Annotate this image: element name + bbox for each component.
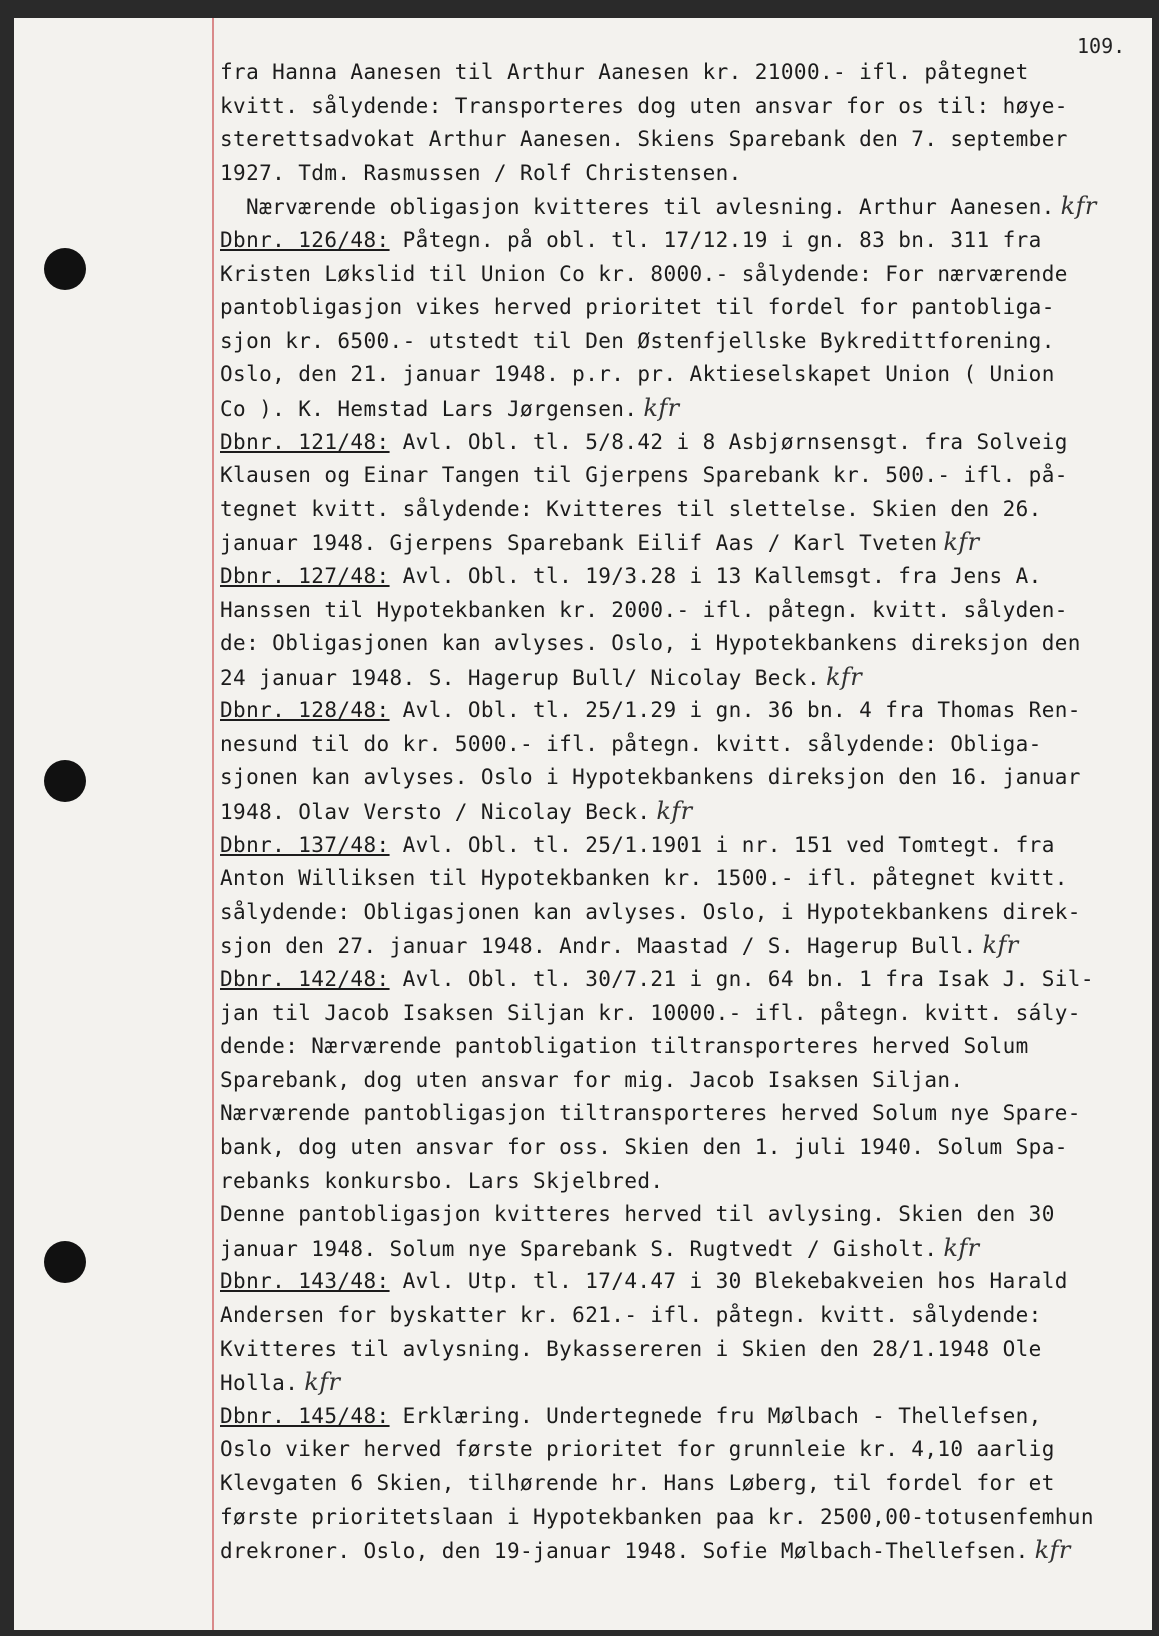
entry-line-start — [220, 1400, 1145, 1434]
entry-reference: Dbnr. 128/48: — [220, 698, 390, 723]
entry-reference: Dbnr. 127/48: — [220, 563, 390, 588]
line-text: Avl. Obl. tl. 5/8.42 i 8 Asbjørnsensgt. fra Solveig — [389, 429, 1068, 454]
text-line — [220, 1198, 1145, 1232]
entry-reference: Dbnr. 143/48: — [220, 1269, 390, 1294]
line-text: nesund til do kr. 5000.- ifl. påtegn. kvitt. sålydende: Obliga- — [220, 731, 1042, 756]
line-text: Avl. Utp. tl. 17/4.47 i 30 Blekebakveien hos Harald — [389, 1269, 1068, 1294]
line-text: Sparebank, dog uten ansvar for mig. Jacob Isaksen Siljan. — [220, 1067, 964, 1092]
entries-text — [220, 56, 1145, 1568]
margin-rule — [212, 18, 214, 1630]
text-line — [220, 761, 1145, 795]
line-text: Holla. — [220, 1371, 299, 1396]
handwritten-initials: kfr — [943, 1233, 980, 1262]
text-line — [220, 1366, 1145, 1400]
text-line — [220, 392, 1145, 426]
entry-reference: Dbnr. 137/48: — [220, 832, 390, 857]
punch-hole — [44, 248, 86, 290]
handwritten-initials: kfr — [943, 528, 980, 557]
entry-reference: Dbnr. 126/48: — [220, 227, 390, 252]
text-line — [220, 190, 1145, 224]
line-text: de: Obligasjonen kan avlyses. Oslo, i Hypotekbankens direksjon den — [220, 631, 1081, 656]
entry-line-start — [220, 560, 1145, 594]
line-text: Avl. Obl. tl. 25/1.29 i gn. 36 bn. 4 fra Thomas Ren- — [389, 698, 1081, 723]
line-text: dende: Nærværende pantobligation tiltransporteres herved Solum — [220, 1034, 1029, 1059]
text-line — [220, 896, 1145, 930]
entry-reference: Dbnr. 142/48: — [220, 967, 390, 992]
line-text: 1927. Tdm. Rasmussen / Rolf Christensen. — [220, 160, 742, 185]
entry-line-start — [220, 829, 1145, 863]
line-text: Avl. Obl. tl. 25/1.1901 i nr. 151 ved Tomtegt. fra — [389, 832, 1055, 857]
text-line — [220, 795, 1145, 829]
handwritten-initials: kfr — [643, 393, 680, 422]
text-line — [220, 291, 1145, 325]
entry-line-start — [220, 963, 1145, 997]
entry-line-start — [220, 694, 1145, 728]
line-text: tegnet kvitt. sålydende: Kvitteres til slettelse. Skien den 26. — [220, 496, 1042, 521]
text-line — [220, 1131, 1145, 1165]
text-line — [220, 1333, 1145, 1367]
line-text: Hanssen til Hypotekbanken kr. 2000.- ifl. påtegn. kvitt. sålyden- — [220, 597, 1068, 622]
line-text: Anton Williksen til Hypotekbanken kr. 1500.- ifl. påtegnet kvitt. — [220, 866, 1068, 891]
line-text: Nærværende obligasjon kvitteres til avlesning. Arthur Aanesen. — [246, 195, 1055, 220]
text-line — [220, 258, 1145, 292]
text-line — [220, 1501, 1145, 1535]
line-text: Påtegn. på obl. tl. 17/12.19 i gn. 83 bn. 311 fra — [389, 227, 1042, 252]
line-text: sålydende: Obligasjonen kan avlyses. Oslo, i Hypotekbankens direk- — [220, 899, 1081, 924]
text-line — [220, 1467, 1145, 1501]
text-line — [220, 661, 1145, 695]
text-line — [220, 627, 1145, 661]
line-text: 24 januar 1948. S. Hagerup Bull/ Nicolay Beck. — [220, 665, 820, 690]
text-line — [220, 1534, 1145, 1568]
line-text: Kvitteres til avlysning. Bykassereren i Skien den 28/1.1948 Ole — [220, 1336, 1042, 1361]
line-text: januar 1948. Gjerpens Sparebank Eilif Aas / Karl Tveten — [220, 531, 938, 556]
handwritten-initials: kfr — [304, 1368, 341, 1397]
text-line — [220, 1232, 1145, 1266]
line-text: sjonen kan avlyses. Oslo i Hypotekbankens direksjon den 16. januar — [220, 765, 1081, 790]
line-text: sjon den 27. januar 1948. Andr. Maastad / S. Hagerup Bull. — [220, 934, 977, 959]
entry-reference: Dbnr. 121/48: — [220, 429, 390, 454]
line-text: Avl. Obl. tl. 19/3.28 i 13 Kallemsgt. fra Jens A. — [389, 563, 1042, 588]
text-line — [220, 358, 1145, 392]
entry-line-start — [220, 224, 1145, 258]
text-line — [220, 1165, 1145, 1199]
line-text: Andersen for byskatter kr. 621.- ifl. påtegn. kvitt. sålydende: — [220, 1302, 1042, 1327]
text-line — [220, 997, 1145, 1031]
text-line — [220, 123, 1145, 157]
punch-hole — [44, 760, 86, 802]
text-line — [220, 526, 1145, 560]
text-line — [220, 929, 1145, 963]
text-line — [220, 594, 1145, 628]
line-text: kvitt. sålydende: Transporteres dog uten ansvar for os til: høye- — [220, 93, 1068, 118]
text-line — [220, 325, 1145, 359]
text-line — [220, 56, 1145, 90]
line-text: Oslo, den 21. januar 1948. p.r. pr. Aktieselskapet Union ( Union — [220, 362, 1055, 387]
handwritten-initials: kfr — [1060, 192, 1097, 221]
line-text: januar 1948. Solum nye Sparebank S. Rugtvedt / Gisholt. — [220, 1236, 938, 1261]
line-text: sjon kr. 6500.- utstedt til Den Østenfjellske Bykredittforening. — [220, 328, 1055, 353]
page-number: 109. — [1077, 34, 1126, 58]
line-text: Klausen og Einar Tangen til Gjerpens Sparebank kr. 500.- ifl. på- — [220, 463, 1068, 488]
line-text: pantobligasjon vikes herved prioritet til fordel for pantobliga- — [220, 295, 1055, 320]
line-text: sterettsadvokat Arthur Aanesen. Skiens Sparebank den 7. september — [220, 127, 1068, 152]
line-text: bank, dog uten ansvar for oss. Skien den 1. juli 1940. Solum Spa- — [220, 1135, 1068, 1159]
document-page — [14, 18, 1152, 1630]
text-line — [220, 157, 1145, 191]
handwritten-initials: kfr — [982, 931, 1019, 960]
text-line — [220, 1097, 1145, 1131]
line-text: Erklæring. Undertegnede fru Mølbach - Thellefsen, — [389, 1403, 1042, 1428]
entry-line-start — [220, 426, 1145, 460]
handwritten-initials: kfr — [825, 662, 863, 691]
text-line — [220, 1433, 1145, 1467]
text-line — [220, 1299, 1145, 1333]
text-line — [220, 728, 1145, 762]
line-text: første prioritetslaan i Hypotekbanken paa kr. 2500,00-totusenfemhun — [220, 1504, 1094, 1529]
line-text: 1948. Olav Versto / Nicolay Beck. — [220, 800, 651, 825]
text-line — [220, 90, 1145, 124]
text-line — [220, 862, 1145, 896]
handwritten-initials: kfr — [1034, 1536, 1071, 1565]
line-text: Kristen Løkslid til Union Co kr. 8000.- sålydende: For nærværende — [220, 261, 1068, 286]
line-text: fra Hanna Aanesen til Arthur Aanesen kr. 21000.- ifl. påtegnet — [220, 60, 1029, 84]
text-line — [220, 459, 1145, 493]
line-text: Oslo viker herved første prioritet for grunnleie kr. 4,10 aarlig — [220, 1437, 1055, 1462]
text-line — [220, 493, 1145, 527]
text-line — [220, 1030, 1145, 1064]
line-text: Co ). K. Hemstad Lars Jørgensen. — [220, 396, 638, 421]
line-text: Klevgaten 6 Skien, tilhørende hr. Hans Løberg, til fordel for et — [220, 1470, 1055, 1495]
line-text: Denne pantobligasjon kvitteres herved til avlysing. Skien den 30 — [220, 1202, 1055, 1227]
line-text: Avl. Obl. tl. 30/7.21 i gn. 64 bn. 1 fra Isak J. Sil- — [389, 967, 1094, 992]
punch-hole — [44, 1241, 86, 1283]
line-text: drekroner. Oslo, den 19-januar 1948. Sofie Mølbach-Thellefsen. — [220, 1539, 1029, 1564]
handwritten-initials: kfr — [656, 797, 693, 826]
line-text: rebanks konkursbo. Lars Skjelbred. — [220, 1168, 664, 1193]
line-text: Nærværende pantobligasjon tiltransporteres herved Solum nye Spare- — [220, 1101, 1081, 1126]
entry-reference: Dbnr. 145/48: — [220, 1403, 390, 1428]
line-text: jan til Jacob Isaksen Siljan kr. 10000.- ifl. påtegn. kvitt. sály- — [220, 1000, 1081, 1025]
entry-line-start — [220, 1265, 1145, 1299]
text-line — [220, 1064, 1145, 1098]
